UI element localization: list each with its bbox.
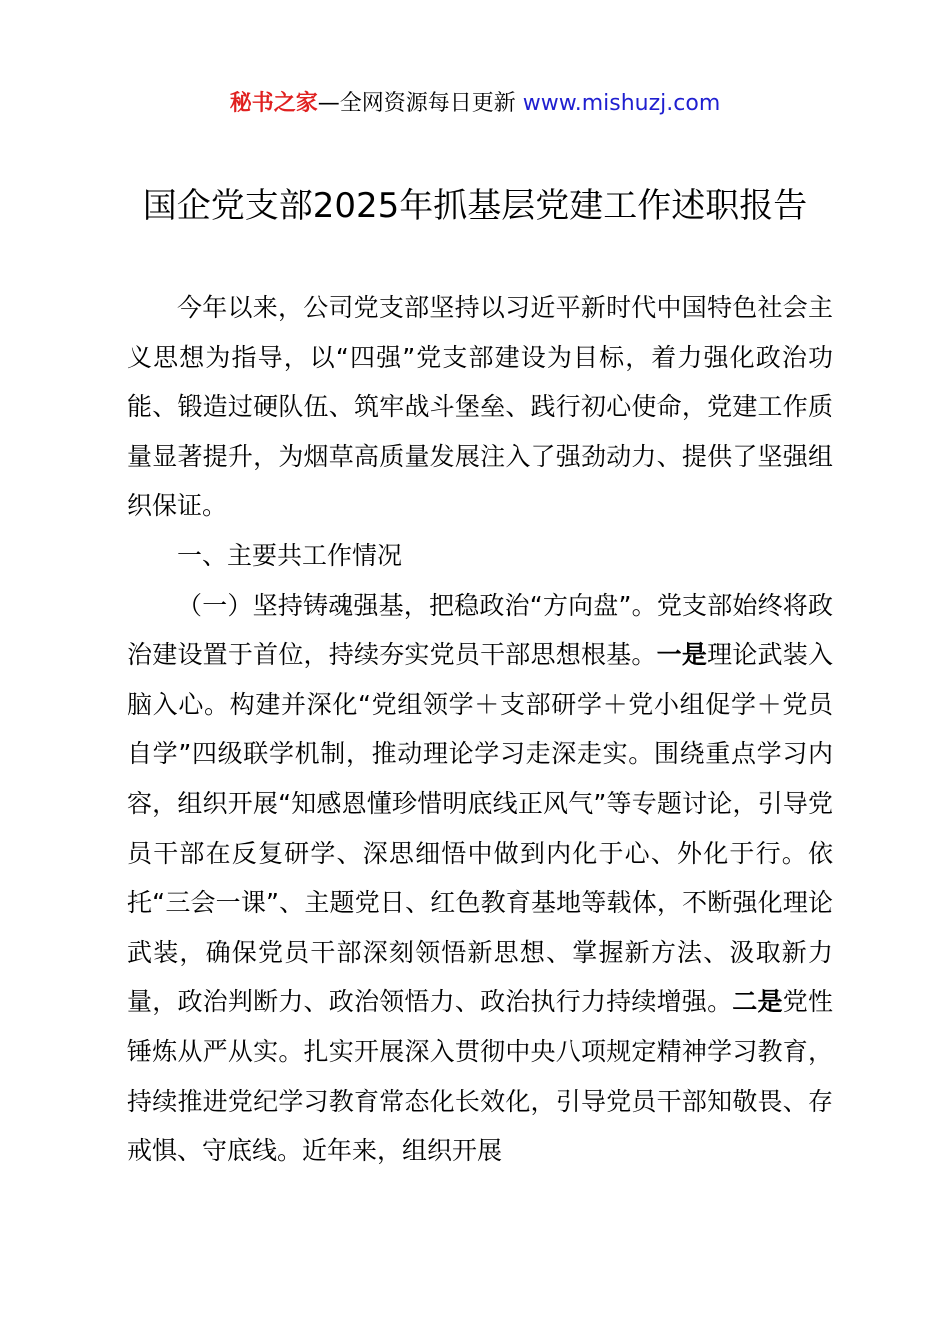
site-header: [0, 88, 950, 120]
point-label-two: 二是: [732, 987, 783, 1017]
site-brand: 秘书之家: [229, 91, 318, 116]
site-url-link[interactable]: www.mishuzj.com: [522, 91, 721, 116]
section-heading: 一、主要共工作情况: [177, 540, 403, 570]
point-text-two: 党性锤炼从严从实。扎实开展深入贯彻中央八项规定精神学习教育，持续推进党纪学习教育常态化长效化，引导党员干部知敬畏、存戒惧、守底线。近年来，组织开展: [127, 987, 833, 1166]
subsection-paragraph: [127, 581, 833, 1176]
point-text-one: 理论武装入脑入心。构建并深化“党组领学＋支部研学＋党小组促学＋党员自学”四级联学机制，推动理论学习走深走实。围绕重点学习内容，组织开展“知感恩懂珍惜明底线正风气”等专题讨论，引导党员干部在反复研学、深思细悟中做到内化于心、外化于行。依托“三会一课”、主题党日、红色教育基地等载体，不断强化理论武装，确保党员干部深刻领悟新思想、掌握新方法、汲取新力量，政治判断力、政治领悟力、政治执行力持续增强。: [127, 640, 833, 1017]
point-label-one: 一是: [656, 640, 708, 670]
intro-paragraph: 今年以来，公司党支部坚持以习近平新时代中国特色社会主义思想为指导，以“四强”党支部建设为目标，着力强化政治功能、锻造过硬队伍、筑牢战斗堡垒、践行初心使命，党建工作质量显著提升，为烟草高质量发展注入了强劲动力、提供了坚强组织保证。: [127, 293, 833, 521]
subsection-lead: （一）坚持铸魂强基，把稳政治“方向盘”。党支部始终将政治建设置于首位，持续夯实党员干部思想根基。: [127, 590, 833, 670]
document-title: 国企党支部2025年抓基层党建工作述职报告: [142, 186, 808, 226]
document-body: [127, 283, 833, 1176]
site-tagline: —全网资源每日更新: [317, 91, 516, 116]
